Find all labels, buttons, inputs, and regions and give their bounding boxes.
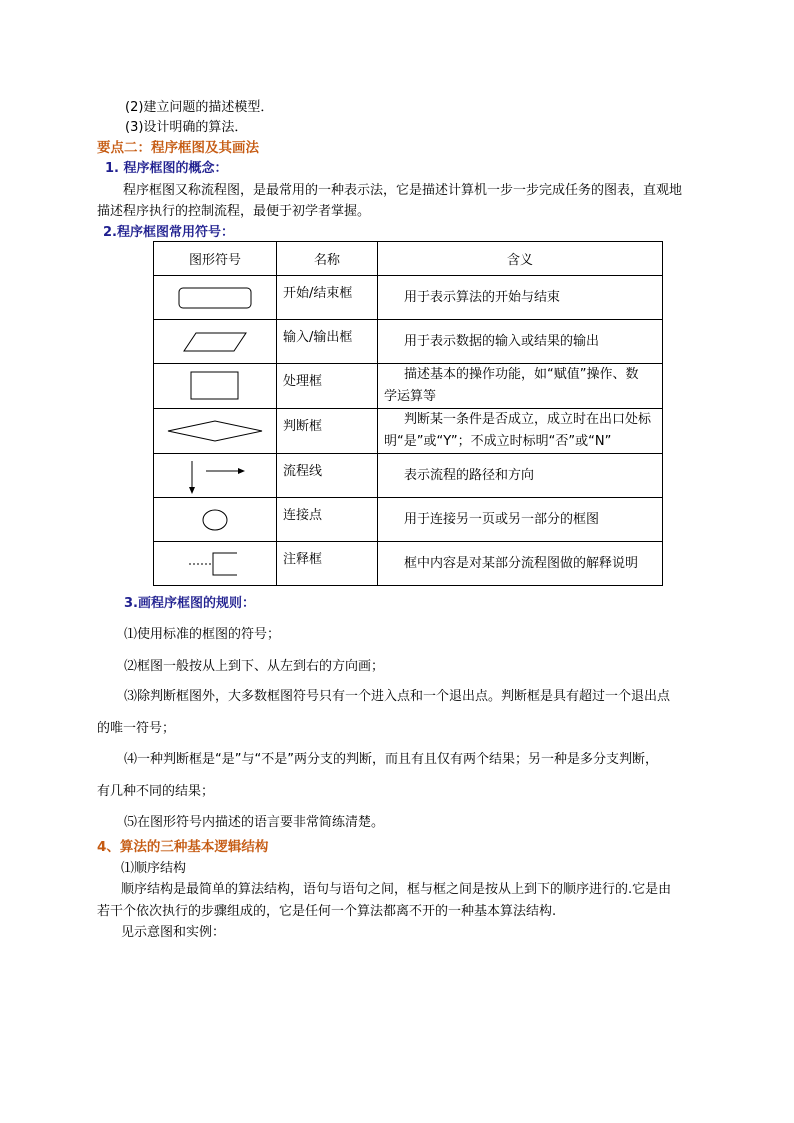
- concept-text-2: 描述程序执行的控制流程，最便于初学者掌握。: [97, 204, 371, 219]
- table-row: [154, 276, 663, 320]
- rule-item-continued: 的唯一符号；: [97, 721, 176, 736]
- row-name: 处理框: [277, 364, 378, 409]
- table-row: [154, 498, 663, 542]
- rule-item: ⑸在图形符号内描述的语言要非常简练清楚。: [124, 815, 385, 830]
- table-row: [154, 409, 663, 454]
- rule-item: ⑵框图一般按从上到下、从左到右的方向画；: [124, 659, 385, 674]
- row-meaning: 框中内容是对某部分流程图做的解释说明: [404, 555, 639, 571]
- row-name: 连接点: [277, 498, 378, 542]
- section4-text-3: 见示意图和实例：: [121, 925, 226, 940]
- row-name: 判断框: [277, 409, 378, 454]
- row-name: 开始/结束框: [277, 276, 378, 320]
- section4-title: 4、算法的三种基本逻辑结构: [97, 839, 269, 855]
- header-symbol: 图形符号: [154, 242, 277, 276]
- table-row: [154, 320, 663, 364]
- row-meaning-line-2: 学运算等: [384, 389, 437, 404]
- section4-text-2: 若干个依次执行的步骤组成的，它是任何一个算法都离不开的一种基本算法结构.: [97, 904, 557, 919]
- section2-title: 要点二：程序框图及其画法: [97, 140, 259, 156]
- symbols-heading: 2.程序框图常用符号：: [103, 225, 234, 240]
- symbols-table: [153, 241, 663, 586]
- terminal-box-icon: [177, 285, 253, 311]
- row-meaning: 用于表示数据的输入或结果的输出: [404, 333, 600, 349]
- intro-line-1: (2)建立问题的描述模型．: [125, 100, 274, 115]
- row-name: 流程线: [277, 454, 378, 498]
- intro-line-2: (3)设计明确的算法．: [125, 120, 248, 135]
- section4-sub: ⑴顺序结构: [121, 861, 187, 876]
- connector-circle-icon: [200, 508, 230, 532]
- table-row: [154, 542, 663, 586]
- header-meaning: 含义: [378, 242, 663, 276]
- decision-diamond-icon: [165, 418, 265, 444]
- rule-item: ⑷一种判断框是“是”与“不是”两分支的判断，而且有且仅有两个结果；另一种是多分支判断，: [124, 752, 658, 767]
- section4-text-1: 顺序结构是最简单的算法结构，语句与语句之间，框与框之间是按从上到下的顺序进行的.它是由: [121, 882, 672, 897]
- row-meaning-line-1: 描述基本的操作功能，如“赋值”操作、数: [404, 367, 639, 382]
- row-meaning: 用于连接另一页或另一部分的框图: [404, 511, 600, 527]
- rule-item: ⑴使用标准的框图的符号；: [124, 627, 281, 642]
- row-meaning-line-2: 明“是”或“Y”；不成立时标明“否”或“N”: [384, 434, 612, 449]
- header-name: 名称: [277, 242, 378, 276]
- table-header-row: [154, 242, 663, 276]
- table-row: [154, 364, 663, 409]
- io-parallelogram-icon: [182, 330, 248, 354]
- row-meaning: 用于表示算法的开始与结束: [404, 289, 561, 305]
- row-meaning: 表示流程的路径和方向: [404, 467, 535, 483]
- rule-item-continued: 有几种不同的结果；: [97, 784, 215, 799]
- table-row: [154, 454, 663, 498]
- row-meaning-line-1: 判断某一条件是否成立，成立时在出口处标: [404, 412, 652, 427]
- process-rectangle-icon: [189, 370, 241, 402]
- concept-text-1: 程序框图又称流程图，是最常用的一种表示法，它是描述计算机一步一步完成任务的图表，直观地: [123, 183, 683, 198]
- row-name: 注释框: [277, 542, 378, 586]
- rules-heading: 3.画程序框图的规则：: [124, 596, 255, 611]
- annotation-bracket-icon: [187, 551, 243, 577]
- flow-arrows-icon: [182, 457, 248, 495]
- rule-item: ⑶除判断框图外，大多数框图符号只有一个进入点和一个退出点。判断框是具有超过一个退出点: [124, 689, 671, 704]
- row-name: 输入/输出框: [277, 320, 378, 364]
- concept-heading: 1. 程序框图的概念：: [105, 161, 228, 176]
